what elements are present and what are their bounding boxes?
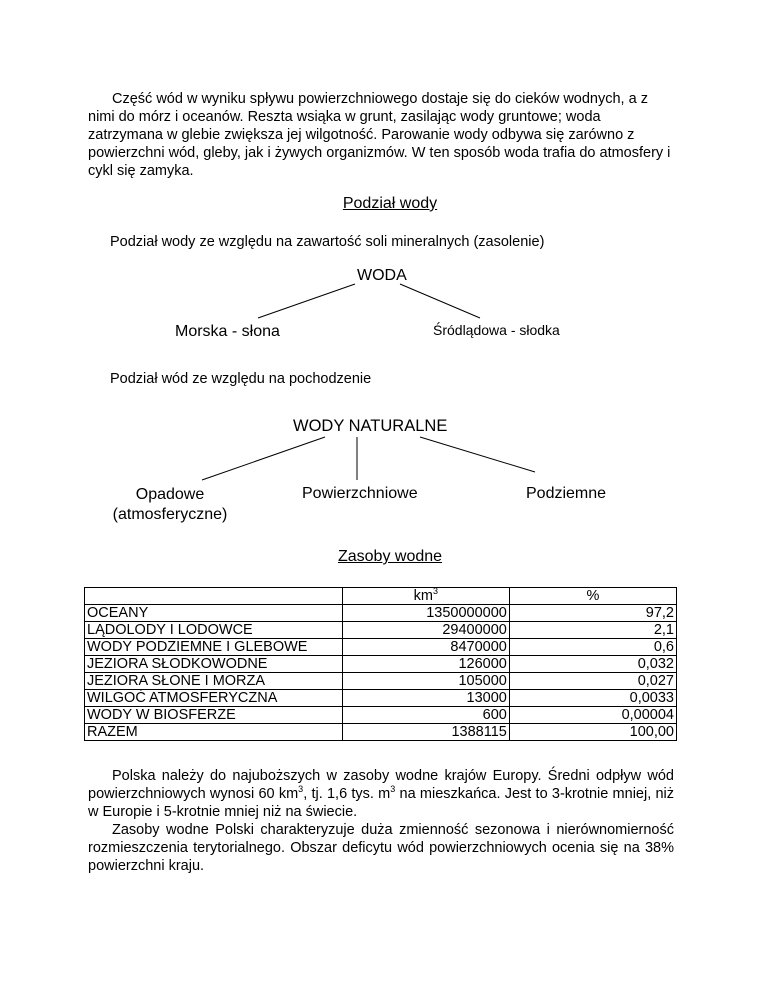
outro-p1-exponent1: 3 bbox=[298, 784, 304, 795]
table-cell-km3: 13000 bbox=[342, 690, 509, 707]
diagram2-node-opadowe-line1: Opadowe bbox=[135, 486, 205, 503]
table-cell-km3: 105000 bbox=[342, 673, 509, 690]
table-cell-percent: 0,027 bbox=[509, 673, 676, 690]
table-cell-name: RAZEM bbox=[85, 724, 343, 741]
table-row bbox=[85, 639, 677, 656]
table-row bbox=[85, 724, 677, 741]
intro-paragraph: Część wód w wyniku spływu powierzchniowego dostaje się do cieków wodnych, a z nimi do mórz i oceanów. Reszta wsiąka w grunt, zasilając wody gruntowe; woda zatrzymana w glebie zwiększa jej wilgotność. Parowanie wody odbywa się zarówno z powierzchni wód, gleby, jak i żywych organizmów. W ten sposób woda trafia do atmosfery i cykl się zamyka. bbox=[88, 91, 671, 179]
table-cell-name: JEZIORA SŁODKOWODNE bbox=[85, 656, 343, 673]
section-title-zasoby: Zasoby wodne bbox=[337, 548, 443, 565]
connector-woda-morska bbox=[258, 284, 355, 318]
table-cell-percent: 0,00004 bbox=[509, 707, 676, 724]
table-row bbox=[85, 707, 677, 724]
table-cell-percent: 2,1 bbox=[509, 622, 676, 639]
table-cell-percent: 0,032 bbox=[509, 656, 676, 673]
table-cell-name: WODY PODZIEMNE I GLEBOWE bbox=[85, 639, 343, 656]
classification-label-origin: Podział wód ze względu na pochodzenie bbox=[110, 371, 372, 387]
outro-paragraph-1 bbox=[88, 767, 674, 821]
table-header-percent: % bbox=[509, 588, 676, 605]
table-header-empty bbox=[85, 588, 343, 605]
outro-p1-part3: na mieszkańca. Jest to 3-krotnie mniej, niż w Europie i 5-krotnie mniej niż na świecie. bbox=[88, 786, 675, 820]
diagram2-node-opadowe bbox=[100, 485, 240, 525]
outro-p1-exponent2: 3 bbox=[390, 784, 396, 795]
table-row bbox=[85, 673, 677, 690]
table-cell-km3: 8470000 bbox=[342, 639, 509, 656]
table-cell-percent: 97,2 bbox=[509, 605, 676, 622]
table-header-km3-exponent: 3 bbox=[432, 586, 438, 597]
diagram1-node-srodladowa: Śródlądowa - słodka bbox=[433, 322, 560, 338]
connector-naturalne-podziemne bbox=[420, 437, 535, 472]
outro-p1-part1: Polska należy do najuboższych w zasoby wodne krajów Europy. Średni odpływ wód powierzchniowych wynosi 60 km bbox=[88, 768, 674, 802]
outro-block bbox=[88, 767, 674, 875]
table-cell-name: LĄDOLODY I LODOWCE bbox=[85, 622, 343, 639]
connector-woda-srodladowa bbox=[400, 284, 480, 318]
outro-paragraph-2: Zasoby wodne Polski charakteryzuje duża zmienność sezonowa i nierównomierność rozmieszczenia terytorialnego. Obszar deficytu wód powierzchniowych ocenia się na 38% powierzchni kraju. bbox=[88, 822, 674, 874]
table-header-row bbox=[85, 588, 677, 605]
table-header-km3 bbox=[342, 588, 509, 605]
diagram1-root: WODA bbox=[357, 267, 407, 284]
section-title-podzial: Podział wody bbox=[342, 195, 438, 212]
table-cell-km3: 1350000000 bbox=[342, 605, 509, 622]
table-cell-km3: 1388115 bbox=[342, 724, 509, 741]
table-cell-km3: 29400000 bbox=[342, 622, 509, 639]
classification-label-salinity: Podział wody ze względu na zawartość soli mineralnych (zasolenie) bbox=[110, 234, 545, 250]
outro-p1-part2: , tj. 1,6 tys. m bbox=[303, 786, 391, 802]
water-resources-table bbox=[84, 587, 677, 741]
table-row bbox=[85, 605, 677, 622]
table-cell-name: WILGOĆ ATMOSFERYCZNA bbox=[85, 690, 343, 707]
table-cell-km3: 600 bbox=[342, 707, 509, 724]
diagram1-node-morska: Morska - słona bbox=[175, 323, 280, 340]
diagram2-root: WODY NATURALNE bbox=[293, 417, 448, 435]
table-row bbox=[85, 656, 677, 673]
table-cell-km3: 126000 bbox=[342, 656, 509, 673]
table-cell-name: JEZIORA SŁONE I MORZA bbox=[85, 673, 343, 690]
table-row bbox=[85, 690, 677, 707]
table-body bbox=[85, 605, 677, 741]
table-row bbox=[85, 622, 677, 639]
connector-naturalne-opadowe bbox=[202, 437, 325, 480]
table-header-km3-base: km bbox=[413, 588, 433, 604]
table-cell-name: WODY W BIOSFERZE bbox=[85, 707, 343, 724]
diagram2-node-podziemne: Podziemne bbox=[526, 485, 607, 502]
table-cell-percent: 0,6 bbox=[509, 639, 676, 656]
diagram2-node-opadowe-line2: (atmosferyczne) bbox=[112, 506, 228, 523]
table-cell-percent: 0,0033 bbox=[509, 690, 676, 707]
table-cell-name: OCEANY bbox=[85, 605, 343, 622]
diagram2-node-powierzchniowe: Powierzchniowe bbox=[302, 485, 418, 502]
table-cell-percent: 100,00 bbox=[509, 724, 676, 741]
